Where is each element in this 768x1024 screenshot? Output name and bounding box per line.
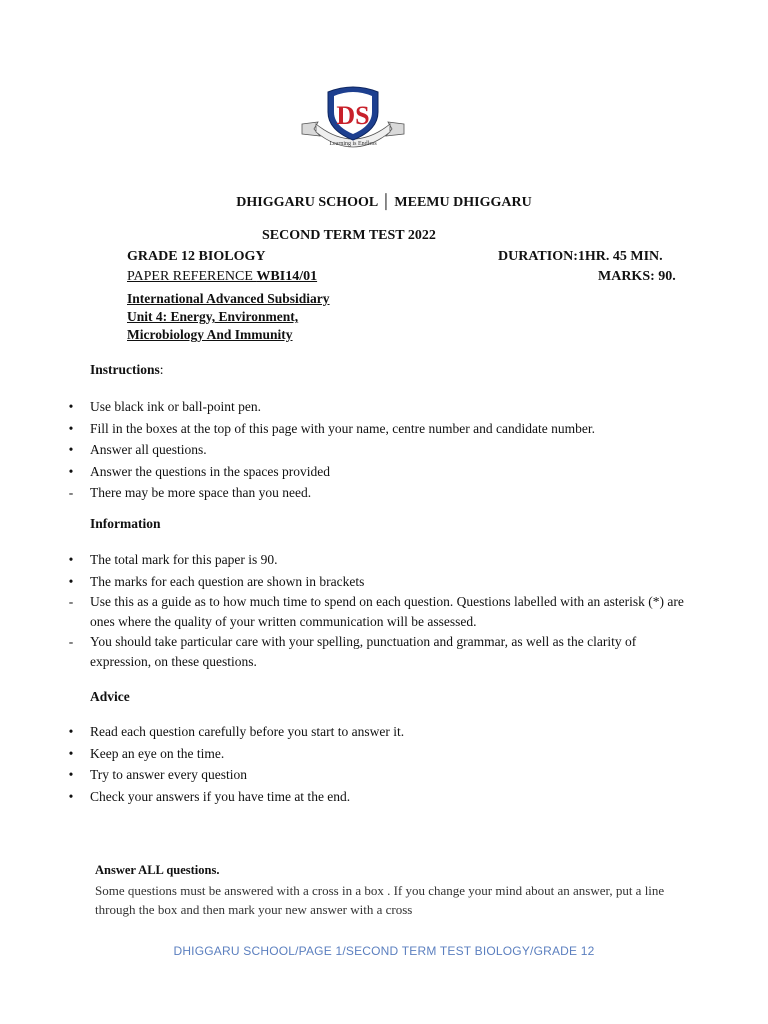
advice-heading: Advice <box>90 689 130 704</box>
list-item: • Read each question carefully before you start to answer it. <box>68 724 405 739</box>
answer-all-heading: Answer ALL questions. <box>95 863 220 877</box>
school-name: DHIGGARU SCHOOL │ MEEMU DHIGGARU <box>236 195 532 210</box>
information-heading: Information <box>90 516 161 531</box>
unit-title-line1: Unit 4: Energy, Environment, <box>127 309 299 324</box>
answer-all-note: Some questions must be answered with a cross in a box . If you change your mind about an answer, put a line through the box and then mark your new answer with a cross <box>95 883 665 917</box>
list-item: • Check your answers if you have time at the end. <box>68 788 351 804</box>
instructions-list <box>0 396 595 504</box>
duration: DURATION:1HR. 45 MIN. <box>498 249 663 264</box>
list-item: • Keep an eye on the time. <box>68 745 225 761</box>
paper-reference-label: PAPER REFERENCE <box>127 269 257 284</box>
instructions-heading: Instructions: <box>90 362 164 377</box>
list-item: - Use this as a guide as to how much time to spend on each question. Questions labelled with an asterisk (*) are ones where the quality of your written communication will be assessed. <box>68 594 684 629</box>
unit-title-line2: Microbiology And Immunity <box>127 327 293 342</box>
list-item: • Answer all questions. <box>68 442 207 457</box>
test-title: SECOND TERM TEST 2022 <box>262 228 436 243</box>
list-item: - You should take particular care with your spelling, punctuation and grammar, as well as the clarity of expression, on these questions. <box>68 634 637 669</box>
information-list <box>0 549 690 672</box>
list-item: • Use black ink or ball-point pen. <box>68 399 261 414</box>
list-item: • The marks for each question are shown in brackets <box>68 573 365 589</box>
page-footer: DHIGGARU SCHOOL/PAGE 1/SECOND TERM TEST BIOLOGY/GRADE 12 <box>173 944 595 958</box>
list-item: - There may be more space than you need. <box>68 485 312 500</box>
list-item: • Try to answer every question <box>68 767 247 782</box>
school-logo <box>298 82 408 154</box>
logo-letters: DS <box>336 101 370 130</box>
list-item: • The total mark for this paper is 90. <box>68 552 278 567</box>
list-item: • Fill in the boxes at the top of this page with your name, centre number and candidate number. <box>68 420 595 436</box>
paper-reference <box>127 269 317 285</box>
advice-list <box>0 721 404 807</box>
qualification: International Advanced Subsidiary <box>127 291 330 306</box>
grade-subject: GRADE 12 BIOLOGY <box>127 249 266 264</box>
marks: MARKS: 90. <box>598 269 676 284</box>
paper-reference-code: WBI14/01 <box>256 269 318 284</box>
list-item: • Answer the questions in the spaces provided <box>68 463 330 479</box>
logo-motto: Learning is Endless <box>329 141 377 147</box>
